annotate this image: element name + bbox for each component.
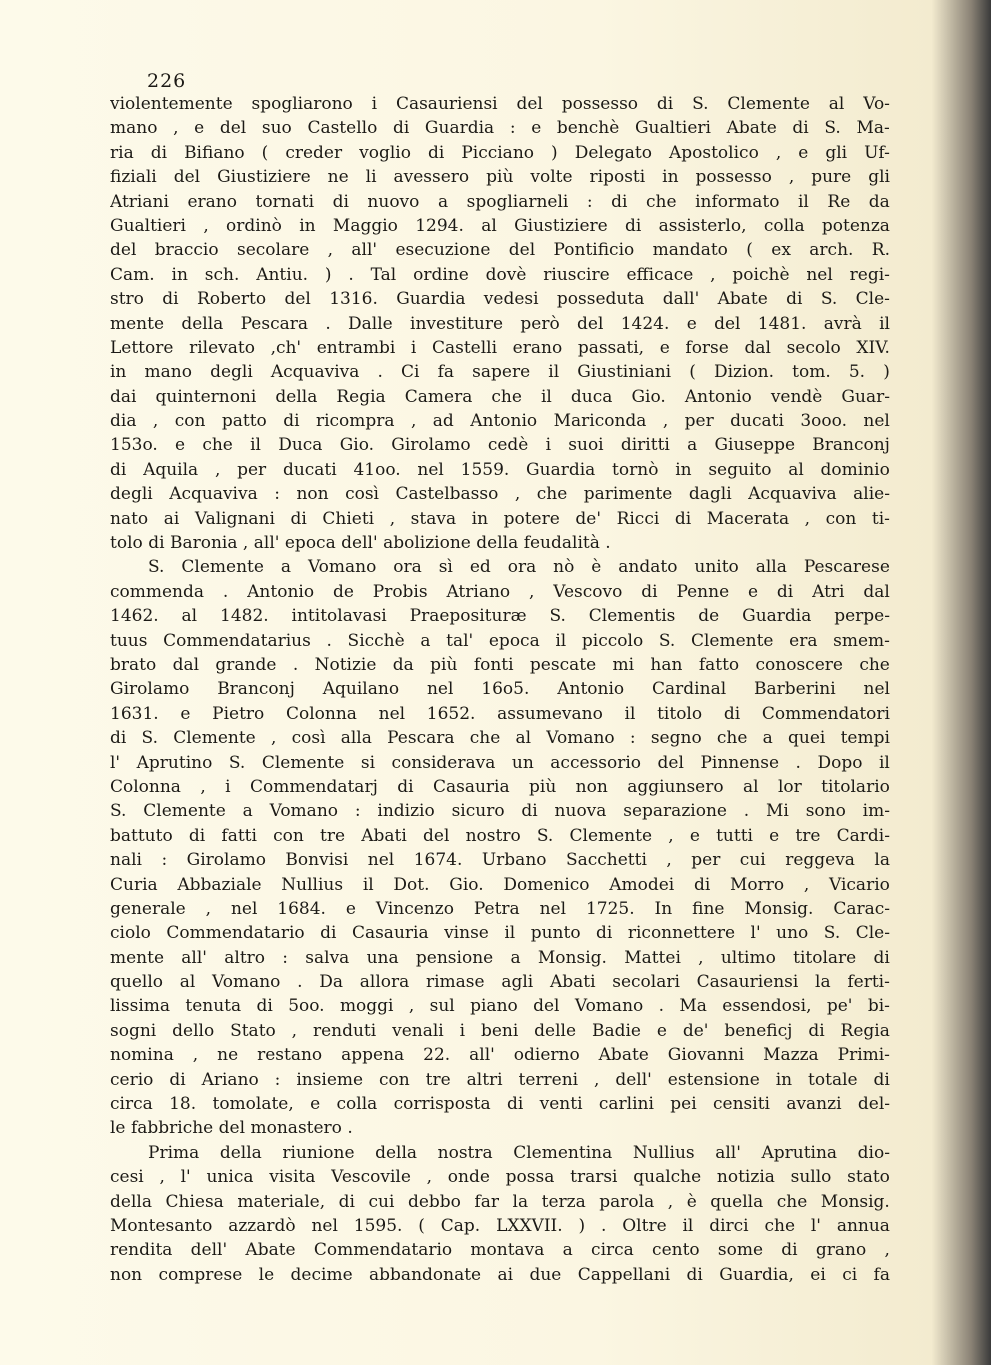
text-line: nato ai Valignani di Chieti , stava in potere de' Ricci di Macerata , con ti- [110, 508, 890, 529]
text-line: Prima della riunione della nostra Clementina Nullius all' Aprutina dio- [148, 1142, 890, 1163]
text-line: 1631. e Pietro Colonna nel 1652. assumevano il titolo di Commendatori [110, 703, 890, 724]
text-line: della Chiesa materiale, di cui debbo far la terza parola , è quella che Monsig. [110, 1191, 890, 1212]
text-line: Colonna , i Commendatarj di Casauria più non aggiunsero al lor titolario [110, 776, 890, 797]
text-line: commenda . Antonio de Probis Atriano , Vescovo di Penne e di Atri dal [110, 581, 890, 602]
text-line: ciolo Commendatario di Casauria vinse il punto di riconnettere l' uno S. Cle- [110, 923, 890, 944]
text-line: generale , nel 1684. e Vincenzo Petra nel 1725. In fine Monsig. Carac- [110, 898, 890, 919]
page-number: 226 [147, 70, 187, 92]
text-line: S. Clemente a Vomano : indizio sicuro di nuova separazione . Mi sono im- [110, 801, 890, 822]
text-line: mente all' altro : salva una pensione a Monsig. Mattei , ultimo titolare di [110, 947, 890, 968]
text-line: l' Aprutino S. Clemente si considerava un accessorio del Pinnense . Dopo il [110, 752, 890, 773]
text-line: Montesanto azzardò nel 1595. ( Cap. LXXVII. ) . Oltre il dirci che l' annua [110, 1215, 890, 1236]
text-line: S. Clemente a Vomano ora sì ed ora nò è andato unito alla Pescarese [148, 557, 890, 578]
text-line: lissima tenuta di 5oo. moggi , sul piano del Vomano . Ma essendosi, pe' bi- [110, 996, 890, 1017]
text-line: battuto di fatti con tre Abati del nostro S. Clemente , e tutti e tre Cardi- [110, 825, 890, 846]
text-line: Girolamo Branconj Aquilano nel 16o5. Antonio Cardinal Barberini nel [110, 679, 890, 700]
text-line: 1462. al 1482. intitolavasi Praeposituræ S. Clementis de Guardia perpe- [110, 606, 890, 627]
text-line: mano , e del suo Castello di Guardia : e benchè Gualtieri Abate di S. Ma- [110, 118, 890, 139]
text-line: cesi , l' unica visita Vescovile , onde possa trarsi qualche notizia sullo stato [110, 1167, 890, 1188]
text-line: rendita dell' Abate Commendatario montava a circa cento some di grano , [110, 1240, 890, 1261]
text-line: del braccio secolare , all' esecuzione del Pontificio mandato ( ex arch. R. [110, 240, 890, 261]
text-line: Cam. in sch. Antiu. ) . Tal ordine dovè riuscire efficace , poichè nel regi- [110, 264, 890, 285]
text-line: quello al Vomano . Da allora rimase agli Abati secolari Casauriensi la ferti- [110, 972, 890, 993]
text-line: fiziali del Giustiziere ne li avessero più volte riposti in possesso , pure gli [110, 167, 890, 188]
text-line: degli Acquaviva : non così Castelbasso , che parimente dagli Acquaviva alie- [110, 484, 890, 505]
text-line: dia , con patto di ricompra , ad Antonio Mariconda , per ducati 3ooo. nel [110, 411, 890, 432]
text-line: le fabbriche del monastero . [110, 1118, 353, 1139]
text-line: nali : Girolamo Bonvisi nel 1674. Urbano Sacchetti , per cui reggeva la [110, 850, 890, 871]
text-line: violentemente spogliarono i Casauriensi del possesso di S. Clemente al Vo- [110, 94, 890, 114]
text-line: Lettore rilevato ,ch' entrambi i Castelli erano passati, e forse dal secolo XIV. [110, 337, 890, 358]
text-line: dai quinternoni della Regia Camera che il duca Gio. Antonio vendè Guar- [110, 386, 890, 407]
text-line: mente della Pescara . Dalle investiture però del 1424. e del 1481. avrà il [110, 313, 890, 334]
text-line: in mano degli Acquaviva . Ci fa sapere il Giustiniani ( Dizion. tom. 5. ) [110, 362, 890, 383]
text-line: di S. Clemente , così alla Pescara che al Vomano : segno che a quei tempi [110, 728, 890, 749]
text-line: non comprese le decime abbandonate ai due Cappellani di Guardia, ei ci fa [110, 1264, 890, 1285]
text-line: 153o. e che il Duca Gio. Girolamo cedè i suoi diritti a Giuseppe Branconj [110, 435, 890, 456]
body-text [110, 92, 890, 1287]
text-line: di Aquila , per ducati 41oo. nel 1559. Guardia tornò in seguito al dominio [110, 459, 890, 480]
text-line: stro di Roberto del 1316. Guardia vedesi posseduta dall' Abate di S. Cle- [110, 289, 890, 310]
text-line: ria di Bifiano ( creder voglio di Picciano ) Delegato Apostolico , e gli Uf- [110, 142, 890, 163]
text-line: tolo di Baronia , all' epoca dell' abolizione della feudalità . [110, 533, 611, 554]
text-line: circa 18. tomolate, e colla corrisposta di venti carlini pei censiti avanzi del- [110, 1094, 890, 1115]
text-line: tuus Commendatarius . Sicchè a tal' epoca il piccolo S. Clemente era smem- [110, 630, 890, 651]
text-line: nomina , ne restano appena 22. all' odierno Abate Giovanni Mazza Primi- [110, 1045, 890, 1066]
text-line: sogni dello Stato , renduti venali i beni delle Badie e de' beneficj di Regia [110, 1020, 890, 1041]
text-line: brato dal grande . Notizie da più fonti pescate mi han fatto conoscere che [110, 654, 890, 675]
text-line: Gualtieri , ordinò in Maggio 1294. al Giustiziere di assisterlo, colla potenza [110, 215, 890, 236]
text-line: Atriani erano tornati di nuovo a spogliarneli : di che informato il Re da [110, 191, 890, 212]
text-line: Curia Abbaziale Nullius il Dot. Gio. Domenico Amodei di Morro , Vicario [110, 874, 890, 895]
text-line: cerio di Ariano : insieme con tre altri terreni , dell' estensione in totale di [110, 1069, 890, 1090]
